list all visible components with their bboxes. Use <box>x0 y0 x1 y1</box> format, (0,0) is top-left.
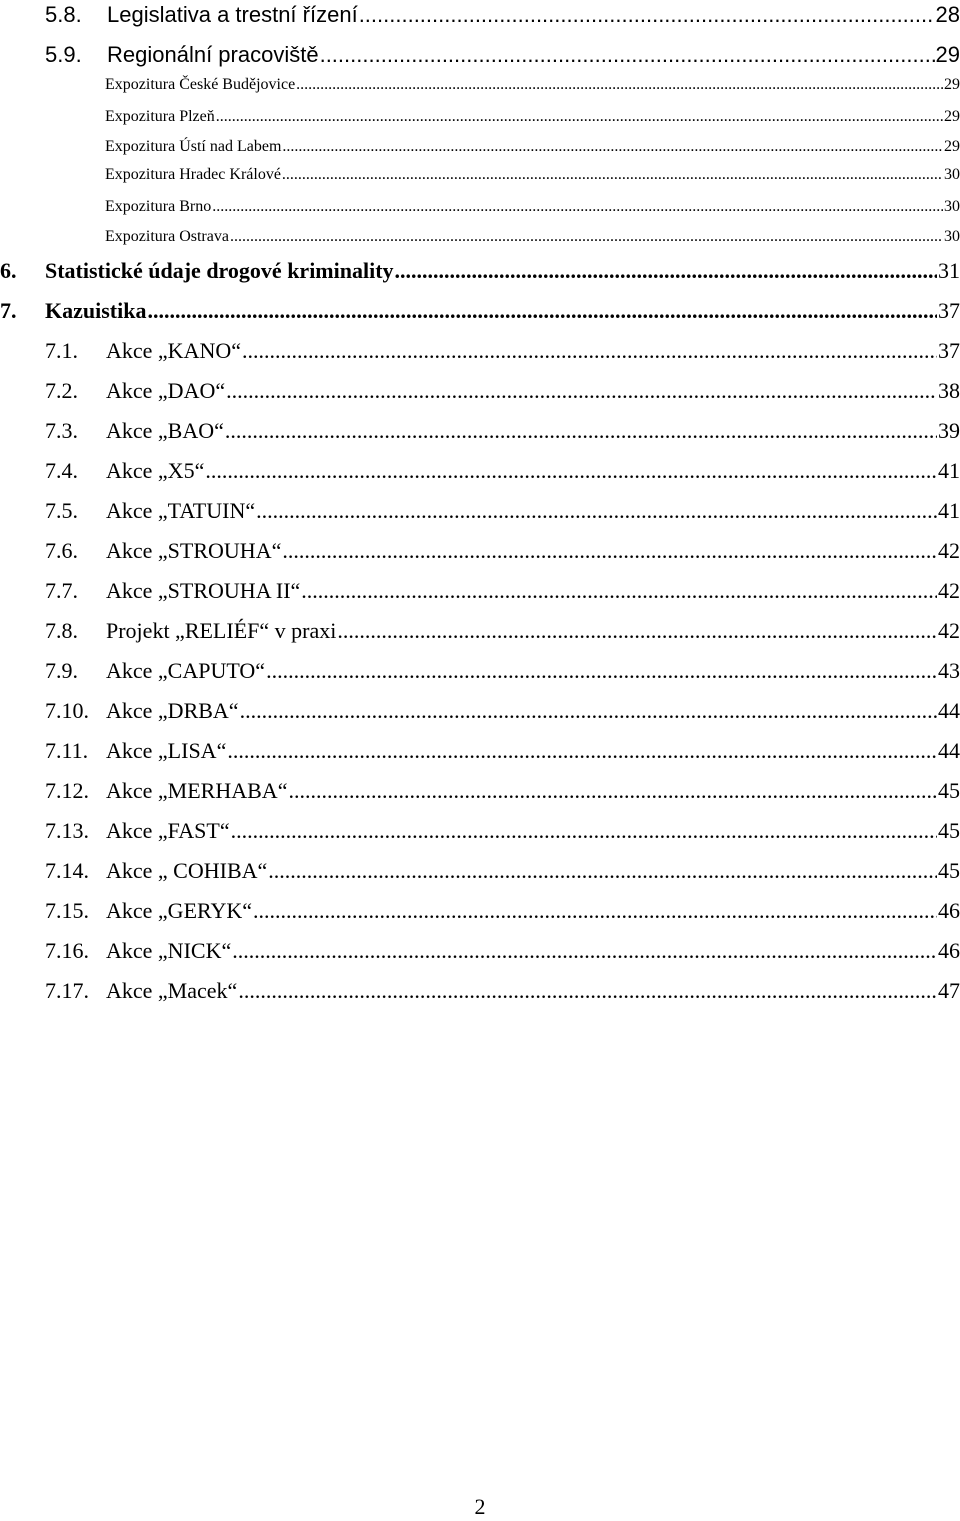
toc-entry[interactable] <box>0 698 960 724</box>
toc-entry[interactable] <box>0 978 960 1004</box>
toc-entry-number: 7.3. <box>45 418 78 443</box>
toc-entry-title: Expozitura Ústí nad Labem <box>105 138 282 155</box>
toc-entry-number: 7.8. <box>45 618 78 643</box>
toc-entry-title: Expozitura České Budějovice <box>105 76 296 93</box>
toc-leader-dots <box>240 698 937 724</box>
toc-leader-dots <box>253 898 937 924</box>
toc-leader-dots <box>256 498 937 524</box>
toc-entry-number: 5.8. <box>45 2 82 27</box>
toc-entry-page: 43 <box>938 658 960 683</box>
toc-entry[interactable] <box>0 76 960 94</box>
toc-entry-page: 29 <box>935 42 960 67</box>
toc-entry-number: 7.9. <box>45 658 78 683</box>
toc-entry-title: Akce „STROUHA II“ <box>106 578 301 603</box>
toc-entry-title: Akce „GERYK“ <box>106 898 253 923</box>
toc-entry[interactable] <box>0 138 960 156</box>
toc-entry[interactable] <box>0 818 960 844</box>
toc-entry-title: Akce „LISA“ <box>106 738 227 763</box>
toc-leader-dots <box>320 42 935 68</box>
toc-entry-number: 7.17. <box>45 978 89 1003</box>
toc-entry[interactable] <box>0 618 960 644</box>
toc-entry-page: 37 <box>938 298 960 323</box>
toc-entry-page: 38 <box>938 378 960 403</box>
toc-entry[interactable] <box>0 338 960 364</box>
toc-entry-number: 6. <box>0 258 17 283</box>
toc-entry-title: Akce „NICK“ <box>106 938 232 963</box>
toc-leader-dots <box>242 338 937 364</box>
toc-entry-title: Akce „TATUIN“ <box>106 498 256 523</box>
toc-entry[interactable] <box>0 778 960 804</box>
toc-entry[interactable] <box>0 898 960 924</box>
toc-entry-title: Statistické údaje drogové kriminality <box>45 258 394 283</box>
toc-entry[interactable] <box>0 658 960 684</box>
toc-entry[interactable] <box>0 938 960 964</box>
toc-entry-page: 46 <box>938 938 960 963</box>
toc-leader-dots <box>227 738 937 764</box>
toc-entry-page: 46 <box>938 898 960 923</box>
toc-entry-title: Akce „X5“ <box>106 458 205 483</box>
toc-leader-dots <box>282 138 943 156</box>
toc-entry-page: 39 <box>938 418 960 443</box>
toc-entry[interactable] <box>0 198 960 216</box>
toc-entry-page: 44 <box>938 738 960 763</box>
toc-entry-title: Expozitura Brno <box>105 198 212 215</box>
toc-leader-dots <box>266 658 937 684</box>
toc-entry-title: Akce „Macek“ <box>106 978 238 1003</box>
toc-entry-title: Akce „KANO“ <box>106 338 241 363</box>
toc-entry-page: 29 <box>944 108 960 125</box>
toc-leader-dots <box>226 378 937 404</box>
toc-leader-dots <box>395 258 937 284</box>
toc-entry-page: 41 <box>938 458 960 483</box>
toc-entry-number: 7.6. <box>45 538 78 563</box>
toc-entry-page: 41 <box>938 498 960 523</box>
toc-entry-page: 42 <box>938 618 960 643</box>
toc-entry-title: Expozitura Plzeň <box>105 108 215 125</box>
toc-leader-dots <box>296 76 943 94</box>
toc-leader-dots <box>301 578 937 604</box>
toc-entry[interactable] <box>0 258 960 284</box>
toc-entry-page: 37 <box>938 338 960 363</box>
toc-entry-number: 7.7. <box>45 578 78 603</box>
toc-entry-number: 7.11. <box>45 738 89 763</box>
toc-entry-page: 30 <box>944 166 960 183</box>
toc-entry[interactable] <box>0 498 960 524</box>
toc-entry-title: Expozitura Ostrava <box>105 228 229 245</box>
toc-entry-number: 7.1. <box>45 338 78 363</box>
toc-entry-number: 7. <box>0 298 17 323</box>
toc-leader-dots <box>231 818 937 844</box>
toc-entry-number: 7.4. <box>45 458 78 483</box>
toc-entry[interactable] <box>0 42 960 68</box>
toc-entry-number: 7.5. <box>45 498 78 523</box>
toc-entry-number: 7.15. <box>45 898 89 923</box>
toc-leader-dots <box>205 458 937 484</box>
toc-leader-dots <box>288 778 937 804</box>
toc-entry[interactable] <box>0 2 960 28</box>
toc-entry-page: 29 <box>944 138 960 155</box>
toc-entry-title: Akce „DAO“ <box>106 378 226 403</box>
toc-entry-page: 30 <box>944 228 960 245</box>
toc-entry-title: Regionální pracoviště <box>107 42 319 67</box>
toc-entry[interactable] <box>0 378 960 404</box>
toc-entry-title: Akce „CAPUTO“ <box>106 658 266 683</box>
toc-leader-dots <box>282 538 937 564</box>
toc-leader-dots <box>230 228 943 246</box>
toc-leader-dots <box>268 858 937 884</box>
toc-entry[interactable] <box>0 738 960 764</box>
toc-leader-dots <box>232 938 937 964</box>
page-number: 2 <box>474 1494 486 1519</box>
toc-entry-number: 7.2. <box>45 378 78 403</box>
toc-entry-number: 7.12. <box>45 778 89 803</box>
toc-leader-dots <box>147 298 937 324</box>
toc-entry[interactable] <box>0 458 960 484</box>
toc-entry-page: 45 <box>938 778 960 803</box>
toc-entry[interactable] <box>0 166 960 184</box>
toc-entry[interactable] <box>0 858 960 884</box>
toc-entry[interactable] <box>0 578 960 604</box>
toc-leader-dots <box>337 618 937 644</box>
toc-leader-dots <box>212 198 943 216</box>
toc-entry-page: 30 <box>944 198 960 215</box>
toc-entry-page: 44 <box>938 698 960 723</box>
toc-entry-title: Akce „STROUHA“ <box>106 538 282 563</box>
toc-leader-dots <box>225 418 937 444</box>
toc-entry-number: 7.16. <box>45 938 89 963</box>
toc-entry[interactable] <box>0 418 960 444</box>
toc-leader-dots <box>359 2 935 28</box>
toc-entry-page: 45 <box>938 858 960 883</box>
toc-entry[interactable] <box>0 228 960 246</box>
toc-leader-dots <box>282 166 943 184</box>
toc-entry-page: 28 <box>935 2 960 27</box>
toc-entry-title: Projekt „RELIÉF“ v praxi <box>106 618 337 643</box>
toc-entry[interactable] <box>0 108 960 126</box>
toc-entry-page: 31 <box>938 258 960 283</box>
toc-entry-number: 7.10. <box>45 698 89 723</box>
toc-entry-title: Expozitura Hradec Králové <box>105 166 281 183</box>
toc-entry[interactable] <box>0 538 960 564</box>
toc-entry-title: Akce „DRBA“ <box>106 698 239 723</box>
toc-entry-title: Kazuistika <box>45 298 147 323</box>
toc-entry-page: 47 <box>938 978 960 1003</box>
toc-entry-title: Akce „BAO“ <box>106 418 224 443</box>
toc-entry-number: 5.9. <box>45 42 82 67</box>
toc-entry-page: 42 <box>938 578 960 603</box>
toc-entry-title: Akce „MERHABA“ <box>106 778 288 803</box>
toc-entry-title: Akce „ COHIBA“ <box>106 858 268 883</box>
toc-entry[interactable] <box>0 298 960 324</box>
toc-leader-dots <box>238 978 937 1004</box>
toc-entry-number: 7.13. <box>45 818 89 843</box>
toc-entry-title: Akce „FAST“ <box>106 818 230 843</box>
toc-entry-page: 29 <box>944 76 960 93</box>
toc-entry-page: 45 <box>938 818 960 843</box>
toc-entry-page: 42 <box>938 538 960 563</box>
toc-entry-title: Legislativa a trestní řízení <box>107 2 358 27</box>
toc-entry-number: 7.14. <box>45 858 89 883</box>
toc-leader-dots <box>216 108 943 126</box>
